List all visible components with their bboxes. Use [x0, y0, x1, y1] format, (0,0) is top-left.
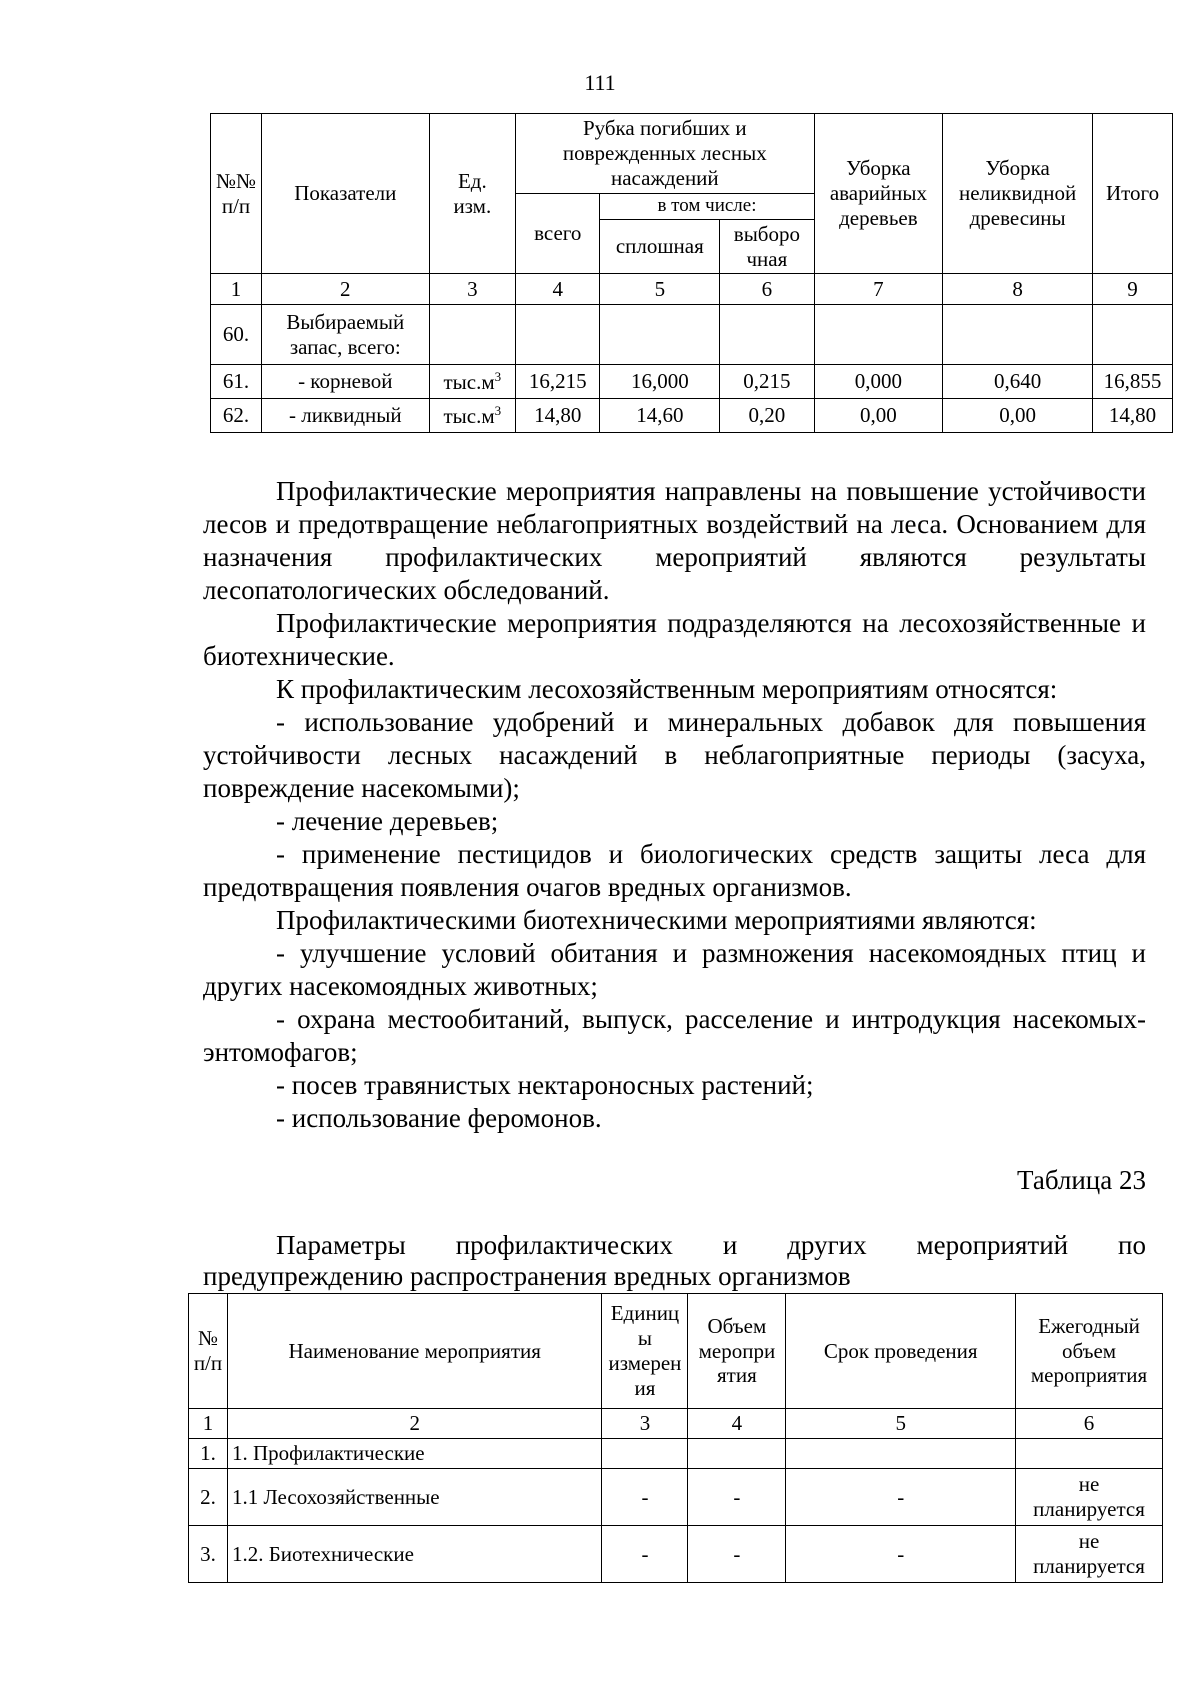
cell — [814, 305, 943, 365]
row-num: 2. — [189, 1469, 228, 1526]
paragraph: - посев травянистых нектароносных растений; — [276, 1070, 814, 1100]
cell — [720, 305, 814, 365]
paragraph: К профилактическим лесохозяйственным мероприятиям относятся: — [276, 674, 1058, 704]
header-indicators: Показатели — [262, 114, 430, 274]
cell: 16,855 — [1093, 365, 1173, 399]
table-row — [211, 399, 1173, 433]
col-number: 7 — [814, 274, 943, 305]
table-row — [189, 1439, 1163, 1469]
header-term: Срок проведения — [786, 1294, 1016, 1409]
cell: 0,20 — [720, 399, 814, 433]
row-name: 1. Профилактические — [227, 1439, 602, 1469]
row-num: 60. — [211, 305, 262, 365]
col-number: 4 — [688, 1409, 786, 1439]
header-annual: Ежегодный объем мероприятия — [1016, 1294, 1163, 1409]
paragraph: - использование удобрений и минеральных добавок для повышения устойчивости лесных насаждений в неблагоприятные периоды (засуха, повреждение насекомыми); — [203, 707, 1146, 803]
cell: не планируется — [1016, 1469, 1163, 1526]
col-number: 3 — [602, 1409, 688, 1439]
row-unit: $тыс.м^3$ — [429, 365, 516, 399]
row-name: 1.2. Биотехнические — [227, 1526, 602, 1583]
body-text — [203, 475, 1146, 1135]
col-number: 6 — [720, 274, 814, 305]
table-title-line: предупреждению распространения вредных организмов — [203, 1261, 851, 1291]
header-emergency: Уборка аварийных деревьев — [814, 114, 943, 274]
table-row — [211, 365, 1173, 399]
paragraph: Профилактические мероприятия направлены на повышение устойчивости лесов и предотвращение неблагоприятных воздействий на леса. Основанием для назначения профилактических мероприятий являются результаты лесопатологических обследований. — [203, 476, 1146, 605]
header-name: Наименование мероприятия — [227, 1294, 602, 1409]
cell: 14,80 — [1093, 399, 1173, 433]
row-name: Выбираемый запас, всего: — [262, 305, 430, 365]
header-selective: выборо чная — [720, 220, 814, 274]
paragraph: - применение пестицидов и биологических средств защиты леса для предотвращения появления очагов вредных организмов. — [203, 839, 1146, 902]
cell: - — [602, 1469, 688, 1526]
table-title — [203, 1230, 1146, 1292]
header-unit: Ед. изм. — [429, 114, 516, 274]
cell: 0,000 — [814, 365, 943, 399]
row-unit — [429, 305, 516, 365]
cell — [688, 1439, 786, 1469]
paragraph: - улучшение условий обитания и размножения насекомоядных птиц и других насекомоядных животных; — [203, 938, 1146, 1001]
paragraph: - охрана местообитаний, выпуск, расселение и интродукция насекомых-энтомофагов; — [203, 1004, 1146, 1067]
row-unit: $тыс.м^3$ — [429, 399, 516, 433]
cell: 0,215 — [720, 365, 814, 399]
page-number: 111 — [584, 70, 616, 95]
col-number: 1 — [189, 1409, 228, 1439]
row-name: 1.1 Лесохозяйственные — [227, 1469, 602, 1526]
header-num: № п/п — [189, 1294, 228, 1409]
header-solid: сплошная — [600, 220, 720, 274]
header-cutting: Рубка погибших и поврежденных лесных насаждений — [516, 114, 814, 194]
row-num: 61. — [211, 365, 262, 399]
cell — [516, 305, 600, 365]
cell: - — [786, 1526, 1016, 1583]
col-number: 1 — [211, 274, 262, 305]
row-num: 62. — [211, 399, 262, 433]
paragraph: - использование феромонов. — [276, 1103, 602, 1133]
header-volume: Объем меропри ятия — [688, 1294, 786, 1409]
cell: - — [602, 1526, 688, 1583]
cell: не планируется — [1016, 1526, 1163, 1583]
cell: 16,215 — [516, 365, 600, 399]
paragraph: Профилактические мероприятия подразделяются на лесохозяйственные и биотехнические. — [203, 608, 1146, 671]
row-name: - ликвидный — [262, 399, 430, 433]
header-unit: Единиц ы измерен ия — [602, 1294, 688, 1409]
cell: 0,00 — [943, 399, 1093, 433]
header-num: №№ п/п — [211, 114, 262, 274]
cell: 0,640 — [943, 365, 1093, 399]
cell: 16,000 — [600, 365, 720, 399]
row-num: 3. — [189, 1526, 228, 1583]
cell: 0,00 — [814, 399, 943, 433]
col-number: 5 — [600, 274, 720, 305]
measures-table — [188, 1293, 1163, 1583]
table-caption: Таблица 23 — [1017, 1165, 1146, 1195]
col-number: 9 — [1093, 274, 1173, 305]
table-title-line: Параметры профилактических и других мероприятий по — [276, 1230, 1146, 1260]
cell: - — [688, 1469, 786, 1526]
header-illiquid: Уборка неликвидной древесины — [943, 114, 1093, 274]
column-numbers-row — [211, 274, 1173, 305]
header-including: в том числе: — [600, 194, 814, 220]
header-itogo: Итого — [1093, 114, 1173, 274]
cell — [943, 305, 1093, 365]
column-numbers-row — [189, 1409, 1163, 1439]
cell — [602, 1439, 688, 1469]
cell: - — [786, 1469, 1016, 1526]
cell: - — [688, 1526, 786, 1583]
forest-cutting-table — [210, 113, 1173, 433]
col-number: 4 — [516, 274, 600, 305]
paragraph: - лечение деревьев; — [276, 806, 499, 836]
cell — [1016, 1439, 1163, 1469]
col-number: 6 — [1016, 1409, 1163, 1439]
col-number: 5 — [786, 1409, 1016, 1439]
cell — [1093, 305, 1173, 365]
col-number: 8 — [943, 274, 1093, 305]
cell — [786, 1439, 1016, 1469]
row-name: - корневой — [262, 365, 430, 399]
table-row — [189, 1526, 1163, 1583]
header-total: всего — [516, 194, 600, 274]
table-row — [211, 305, 1173, 365]
col-number: 2 — [262, 274, 430, 305]
row-num: 1. — [189, 1439, 228, 1469]
col-number: 2 — [227, 1409, 602, 1439]
cell — [600, 305, 720, 365]
col-number: 3 — [429, 274, 516, 305]
cell: 14,80 — [516, 399, 600, 433]
cell: 14,60 — [600, 399, 720, 433]
paragraph: Профилактическими биотехническими мероприятиями являются: — [276, 905, 1037, 935]
table-row — [189, 1469, 1163, 1526]
